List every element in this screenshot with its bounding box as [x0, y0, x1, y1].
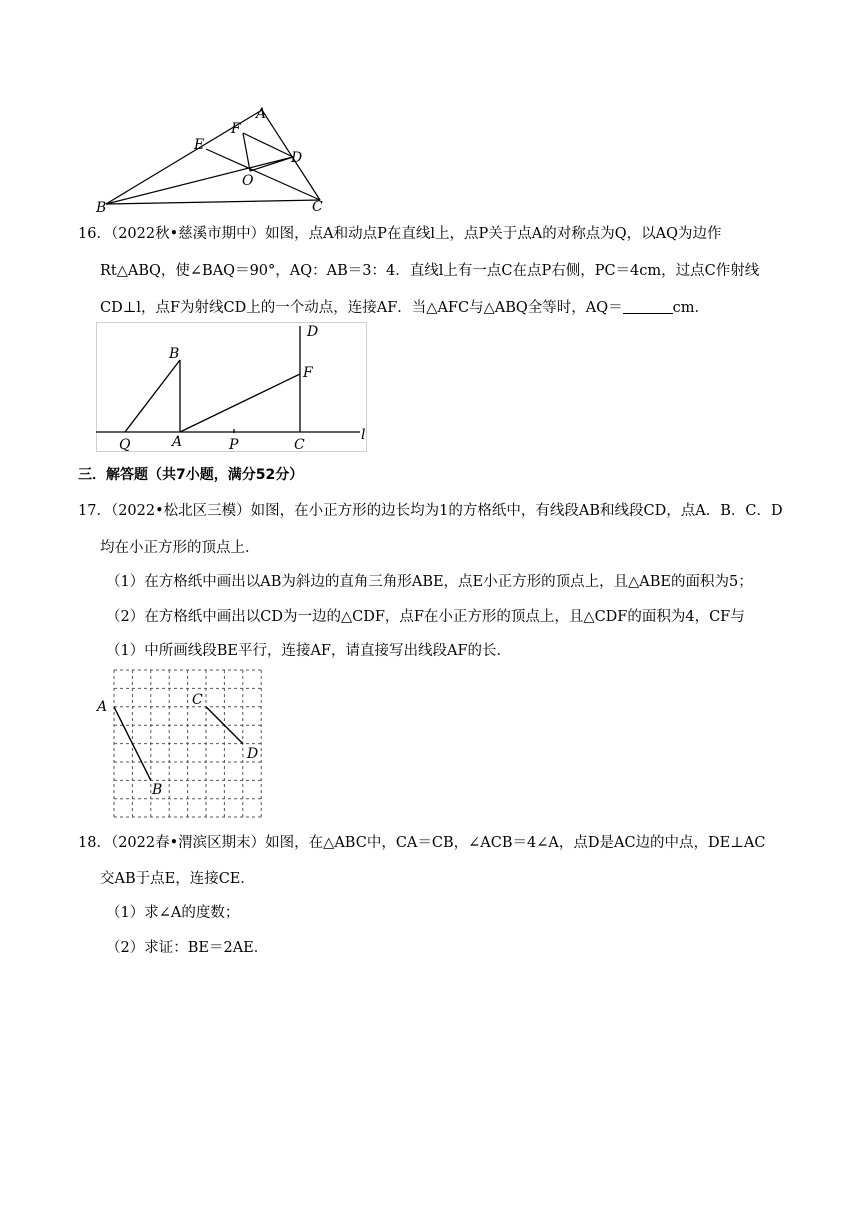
fig16-label-q: Q [119, 437, 131, 453]
fig15-label-f: F [231, 121, 241, 137]
q16-number: 16． [78, 226, 111, 242]
figure-q16 [96, 322, 376, 454]
q18-part-2: （2）求证：BE＝2AE． [106, 940, 269, 956]
fig16-label-c: C [294, 437, 305, 453]
figure-q15 [90, 100, 340, 215]
q17-part-2b: （1）中所画线段BE平行，连接AF，请直接写出线段AF的长． [106, 643, 512, 659]
q16-unit: cm． [672, 300, 709, 316]
q16-answer-blank[interactable] [623, 299, 673, 314]
fig15-label-a: A [256, 106, 267, 122]
q17-number: 17． [78, 503, 111, 519]
fig15-label-e: E [194, 137, 205, 153]
fig15-label-d: D [291, 150, 303, 166]
q17-source: （2022•松北区三模） [110, 503, 251, 519]
fig17-label-a: A [97, 699, 108, 715]
q16-line-1 [78, 224, 722, 244]
fig16-label-d: D [307, 324, 319, 340]
q16-line-2: Rt△ABQ，使∠BAQ＝90°，AQ：AB＝3：4．直线l上有一点C在点P右侧，PC＝4cm，过点C作射线 [100, 263, 760, 279]
fig16-label-l: l [361, 427, 366, 443]
q16-source: （2022秋•慈溪市期中） [110, 226, 266, 242]
q18-line-1 [78, 833, 765, 853]
fig16-label-b: B [169, 346, 180, 362]
q16-text-3: CD⊥l，点F为射线CD上的一个动点，连接AF．当△AFC与△ABQ全等时，AQ＝ [100, 300, 623, 316]
fig17-label-d: D [247, 746, 259, 762]
q17-line-1 [78, 501, 783, 521]
fig17-label-b: B [152, 782, 163, 798]
q17-part-1: （1）在方格纸中画出以AB为斜边的直角三角形ABE，点E小正方形的顶点上，且△ABE的面积为5； [106, 574, 753, 590]
figure-q17-grid [94, 668, 274, 820]
q18-number: 18． [78, 835, 111, 851]
fig15-label-b: B [96, 200, 107, 215]
q16-text-1: 如图，点A和动点P在直线l上，点P关于点A的对称点为Q，以AQ为边作 [265, 226, 722, 242]
q17-text-1: 如图，在小正方形的边长均为1的方格纸中，有线段AB和线段CD，点A．B．C．D [250, 503, 783, 519]
fig15-label-c: C [312, 199, 323, 215]
q16-line-3 [100, 298, 709, 318]
q17-line-2: 均在小正方形的顶点上． [100, 540, 260, 556]
q18-line-2: 交AB于点E，连接CE． [100, 871, 255, 887]
fig16-label-a: A [172, 434, 183, 450]
q17-part-2a: （2）在方格纸中画出以CD为一边的△CDF，点F在小正方形的顶点上，且△CDF的面积为4，CF与 [106, 609, 745, 625]
fig16-label-f: F [303, 365, 313, 381]
section-3-heading: 三．解答题（共7小题，满分52分） [78, 467, 304, 483]
q18-part-1: （1）求∠A的度数； [106, 905, 240, 921]
q18-source: （2022春•渭滨区期末） [110, 835, 266, 851]
q18-text-1: 如图，在△ABC中，CA＝CB，∠ACB＝4∠A，点D是AC边的中点，DE⊥AC [265, 835, 766, 851]
fig17-label-c: C [192, 692, 203, 708]
fig16-label-p: P [229, 437, 239, 453]
fig15-label-o: O [242, 173, 254, 189]
